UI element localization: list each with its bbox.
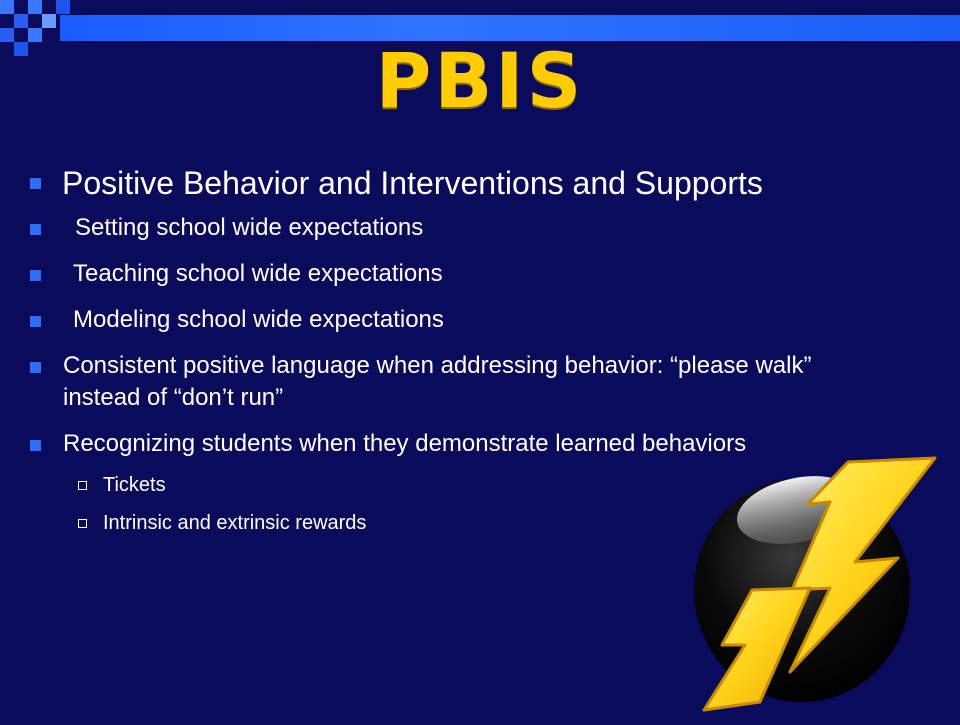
square-bullet-icon <box>30 362 41 373</box>
bullet-text: Modeling school wide expectations <box>73 306 444 333</box>
square-bullet-icon <box>30 316 41 327</box>
bullet-item <box>30 212 880 244</box>
bullet-text: Teaching school wide expectations <box>73 260 443 287</box>
bullet-text: Setting school wide expectations <box>75 214 424 241</box>
square-bullet-icon <box>30 440 41 451</box>
lightning-bolt-icon <box>680 440 950 720</box>
bullet-item <box>30 304 880 336</box>
bullet-text: Recognizing students when they demonstrate learned behaviors <box>63 430 747 457</box>
sub-bullet-text: Tickets <box>103 474 166 496</box>
square-bullet-icon <box>30 270 41 281</box>
hollow-square-bullet-icon <box>78 519 87 528</box>
bullet-item <box>30 162 880 204</box>
bullet-item <box>30 350 883 414</box>
bullet-text: Positive Behavior and Interventions and Supports <box>62 165 763 201</box>
hollow-square-bullet-icon <box>78 481 87 490</box>
slide-title: PBIS <box>375 36 585 125</box>
square-bullet-icon <box>30 178 41 189</box>
sub-bullet-text: Intrinsic and extrinsic rewards <box>103 512 367 534</box>
lightning-bolt-graphic <box>680 440 950 720</box>
square-bullet-icon <box>30 224 41 235</box>
bullet-item <box>30 258 880 290</box>
bullet-text: Consistent positive language when addressing behavior: “please walk” instead of “don’t run” <box>63 352 812 411</box>
